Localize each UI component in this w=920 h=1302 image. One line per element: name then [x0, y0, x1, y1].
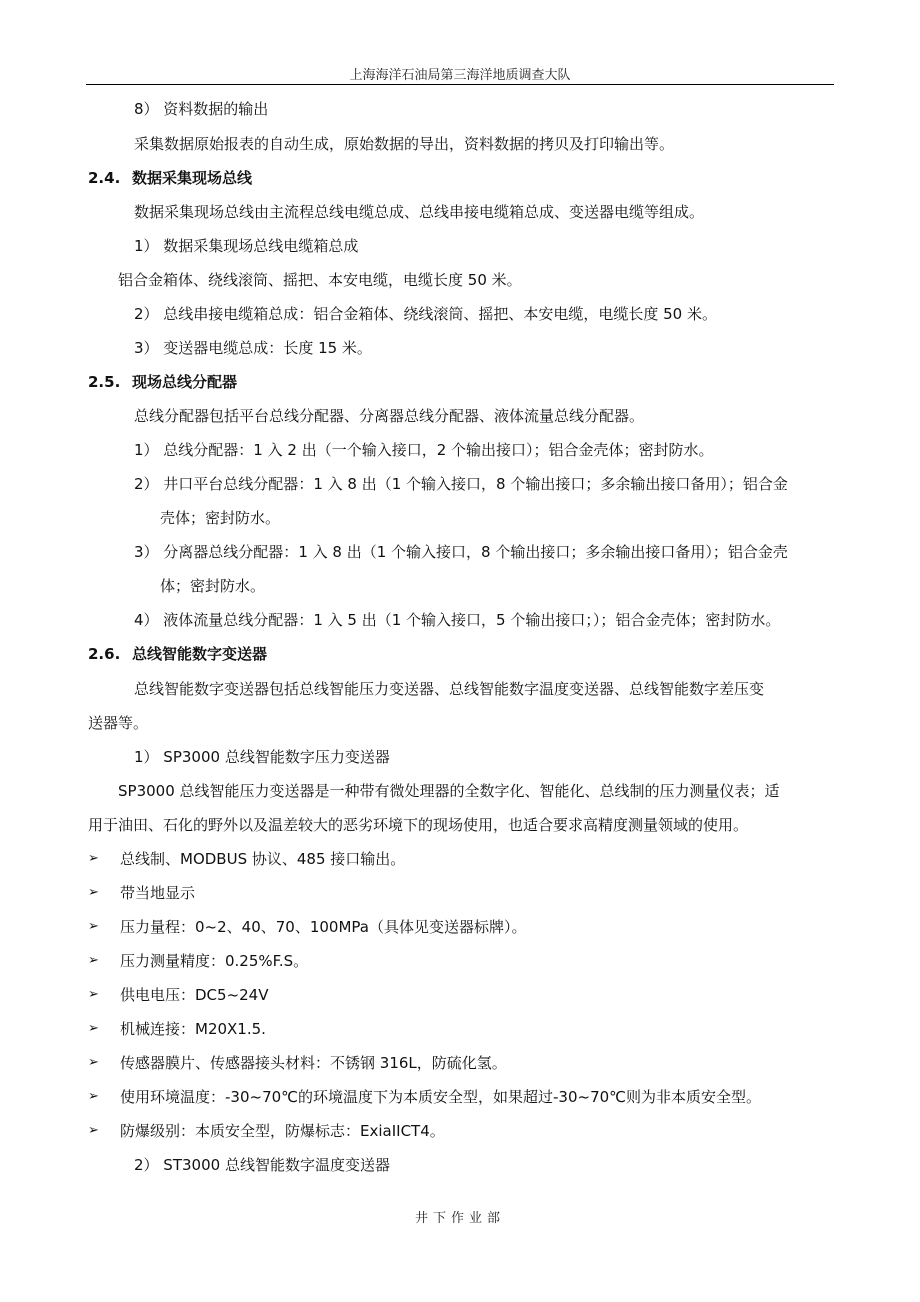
section-title: 数据采集现场总线: [132, 169, 253, 187]
section-number: 2.5.: [88, 373, 121, 391]
section-number: 2.4.: [88, 169, 121, 187]
paragraph: 铝合金箱体、绕线滚筒、摇把、本安电缆，电缆长度 50 米。: [118, 271, 522, 289]
list-item: 2） 总线串接电缆箱总成：铝合金箱体、绕线滚筒、摇把、本安电缆，电缆长度 50 米。: [134, 305, 717, 323]
list-item: 2） 井口平台总线分配器：1 入 8 出（1 个输入接口，8 个输出接口；多余输出接口备用）；铝合金: [134, 475, 788, 493]
paragraph-continued: 送器等。: [88, 714, 149, 732]
arrow-bullet-icon: ➢: [88, 919, 99, 934]
list-item: 1） 数据采集现场总线电缆箱总成: [134, 237, 359, 255]
header-divider: [86, 84, 834, 85]
list-item: 3） 分离器总线分配器：1 入 8 出（1 个输入接口，8 个输出接口；多余输出接口备用）；铝合金壳: [134, 543, 788, 561]
list-item: 4） 液体流量总线分配器：1 入 5 出（1 个输入接口，5 个输出接口；）；铝合金壳体；密封防水。: [134, 611, 781, 629]
arrow-bullet-icon: ➢: [88, 987, 99, 1002]
list-item: 2） ST3000 总线智能数字温度变送器: [134, 1156, 390, 1174]
list-item: 1） 总线分配器：1 入 2 出（一个输入接口，2 个输出接口）；铝合金壳体；密封防水。: [134, 441, 714, 459]
arrow-bullet-icon: ➢: [88, 885, 99, 900]
page-footer: 井下作业部: [414, 1211, 505, 1226]
list-item-continued: 体；密封防水。: [160, 577, 266, 595]
section-title: 总线智能数字变送器: [132, 645, 268, 663]
arrow-bullet-icon: ➢: [88, 953, 99, 968]
list-item: 1） SP3000 总线智能数字压力变送器: [134, 748, 390, 766]
section-heading-2-4: [88, 168, 252, 188]
paragraph: SP3000 总线智能压力变送器是一种带有微处理器的全数字化、智能化、总线制的压力测量仪表；适: [118, 782, 780, 800]
section-heading-2-6: [88, 644, 267, 664]
arrow-bullet-icon: ➢: [88, 1055, 99, 1070]
paragraph-continued: 用于油田、石化的野外以及温差较大的恶劣环境下的现场使用，也适合要求高精度测量领域的使用。: [88, 816, 749, 834]
arrow-bullet-icon: ➢: [88, 1123, 99, 1138]
page-header: 上海海洋石油局第三海洋地质调查大队: [349, 68, 571, 83]
arrow-bullet-icon: ➢: [88, 1021, 99, 1036]
item-8-heading: 8） 资料数据的输出: [134, 100, 269, 118]
section-heading-2-5: [88, 372, 237, 392]
list-item-continued: 壳体；密封防水。: [160, 509, 281, 527]
paragraph: 采集数据原始报表的自动生成，原始数据的导出，资料数据的拷贝及打印输出等。: [134, 135, 675, 153]
paragraph: 总线分配器包括平台总线分配器、分离器总线分配器、液体流量总线分配器。: [134, 407, 645, 425]
paragraph: 总线智能数字变送器包括总线智能压力变送器、总线智能数字温度变送器、总线智能数字差压变: [134, 680, 765, 698]
arrow-bullet-icon: ➢: [88, 1089, 99, 1104]
paragraph: 数据采集现场总线由主流程总线电缆总成、总线串接电缆箱总成、变送器电缆等组成。: [134, 203, 705, 221]
section-number: 2.6.: [88, 645, 121, 663]
section-title: 现场总线分配器: [132, 373, 238, 391]
arrow-bullet-icon: ➢: [88, 851, 99, 866]
list-item: 3） 变送器电缆总成：长度 15 米。: [134, 339, 372, 357]
